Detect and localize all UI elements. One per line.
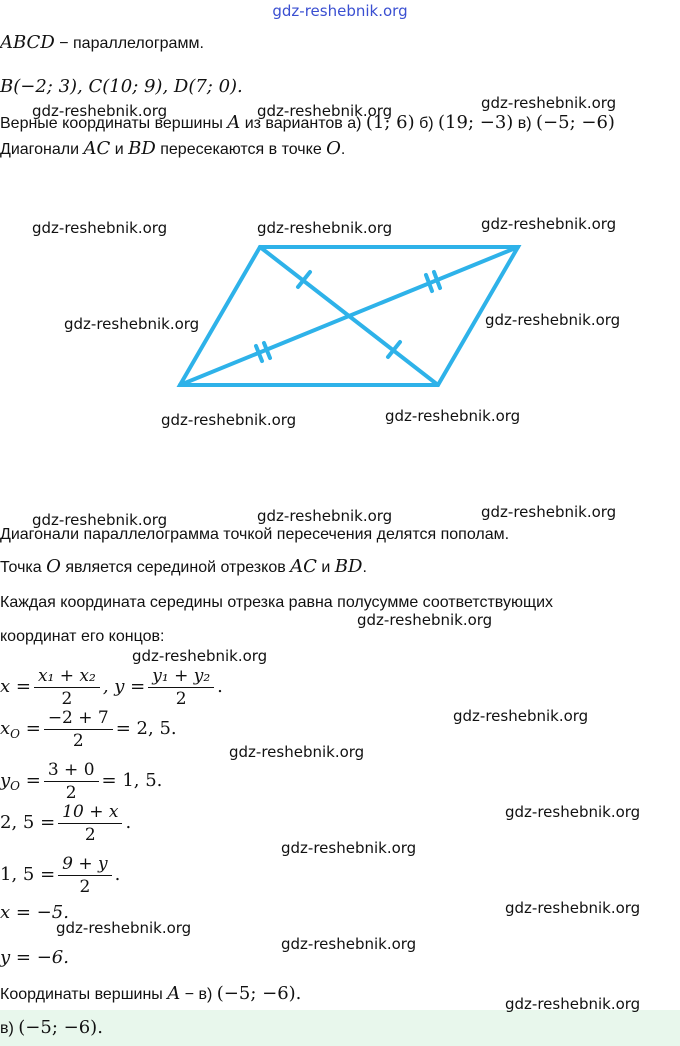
- option-c-label: в): [513, 115, 537, 132]
- intersect-text: пересекаются в точке: [155, 141, 327, 158]
- watermark: gdz-reshebnik.org: [505, 899, 641, 917]
- midpoint-text: является серединой отрезков: [60, 559, 291, 576]
- answer-label: в): [0, 1020, 19, 1037]
- watermark: gdz-reshebnik.org: [505, 803, 641, 821]
- option-b-label: б): [414, 115, 439, 132]
- watermark: gdz-reshebnik.org: [453, 707, 589, 725]
- watermark: gdz-reshebnik.org: [32, 219, 168, 237]
- diagonals-text: Диагонали: [0, 141, 84, 158]
- math-ac: AC: [83, 138, 111, 159]
- fraction-y: [148, 665, 214, 710]
- math-bd2: BD: [334, 556, 363, 577]
- formula-x-eq: [0, 800, 131, 847]
- option-a-value: (1; 6): [365, 112, 415, 133]
- tick-ac-1a: [256, 346, 262, 361]
- rule-text: Каждая координата середины отрезка равна полусумме соответствующих: [0, 594, 554, 611]
- y-value: y = −6.: [0, 947, 69, 968]
- fraction-x: [34, 665, 100, 710]
- watermark: gdz-reshebnik.org: [481, 94, 617, 112]
- options-text2: из вариантов а): [240, 115, 366, 132]
- formula-xo: [0, 706, 177, 757]
- f2-eq: =: [20, 718, 41, 739]
- f1-num2: y₁ + y₂: [148, 665, 214, 688]
- f1-num: x₁ + x₂: [34, 665, 100, 688]
- and-text2: и: [316, 559, 335, 576]
- fraction-x-eq: [58, 801, 122, 846]
- math-abcd: ABCD: [0, 32, 55, 53]
- problem-statement: [0, 32, 204, 55]
- f2-sub: O: [10, 727, 20, 742]
- f4-left: 2, 5 =: [0, 812, 56, 833]
- watermark: gdz-reshebnik.org: [385, 407, 521, 425]
- solution-text-1: Диагонали параллелограмма точкой пересечения делятся пополам.: [0, 526, 510, 543]
- and-text: и: [110, 141, 129, 158]
- watermark: gdz-reshebnik.org: [56, 919, 192, 937]
- solution-line-4: [0, 626, 164, 648]
- answer-value: (−5; −6): [18, 1017, 98, 1038]
- f4-num: 10 + x: [58, 801, 122, 824]
- watermark: gdz-reshebnik.org: [281, 839, 417, 857]
- answer-dot: .: [97, 1017, 103, 1038]
- watermark: gdz-reshebnik.org: [481, 215, 617, 233]
- watermark: gdz-reshebnik.org: [32, 102, 168, 120]
- conclusion-line: [0, 983, 301, 1006]
- watermark: gdz-reshebnik.org: [485, 311, 621, 329]
- f1-mid: , y =: [102, 676, 146, 697]
- watermark: gdz-reshebnik.org: [481, 503, 617, 521]
- tick-ac-2a: [426, 275, 432, 291]
- site-header-link[interactable]: gdz-reshebnik.org: [272, 2, 408, 20]
- watermark: gdz-reshebnik.org: [161, 411, 297, 429]
- f1-den: 2: [61, 689, 73, 710]
- tick-ac-1b: [264, 343, 270, 358]
- tick-ac-2b: [434, 272, 440, 288]
- option-c-value: (−5; −6): [536, 112, 615, 133]
- option-b-value: (19; −3): [438, 112, 514, 133]
- solution-line-2: [0, 556, 367, 579]
- watermark: gdz-reshebnik.org: [229, 743, 365, 761]
- f1-left: x =: [0, 676, 31, 697]
- result-y: [0, 947, 69, 970]
- formula-midpoint: [0, 664, 223, 711]
- math-o2: O: [46, 556, 61, 577]
- f3-right: = 1, 5.: [101, 770, 163, 791]
- f3-num: 3 + 0: [44, 759, 99, 782]
- f5-num: 9 + y: [58, 853, 111, 876]
- math-bd: BD: [128, 138, 156, 159]
- dot: .: [340, 141, 346, 158]
- watermark: gdz-reshebnik.org: [281, 935, 417, 953]
- watermark: gdz-reshebnik.org: [32, 511, 168, 529]
- answer-text: [0, 1017, 103, 1038]
- f5-left: 1, 5 =: [0, 864, 56, 885]
- watermark: gdz-reshebnik.org: [357, 611, 493, 629]
- fraction-y-eq: [58, 853, 111, 898]
- f1-end: .: [217, 676, 223, 697]
- math-ac2: AC: [290, 556, 317, 577]
- watermark: gdz-reshebnik.org: [132, 647, 268, 665]
- f5-den: 2: [79, 877, 91, 898]
- rule-text-2: координат его концов:: [0, 628, 165, 645]
- conclusion-value: (−5; −6): [216, 983, 296, 1004]
- given-points: [0, 76, 243, 99]
- point-text: Точка: [0, 559, 47, 576]
- f5-end: .: [114, 864, 121, 885]
- f4-end: .: [125, 812, 132, 833]
- f3-sub: O: [10, 779, 21, 794]
- f2-right: = 2, 5.: [115, 718, 177, 739]
- fraction-xo: [44, 707, 113, 752]
- math-a: A: [227, 112, 241, 133]
- options-text: Верные координаты вершины: [0, 115, 228, 132]
- f2-left: x: [0, 718, 11, 739]
- math-points: B(−2; 3), C(10; 9), D(7; 0).: [0, 76, 243, 97]
- formula-y-eq: [0, 852, 120, 899]
- math-a2: A: [167, 983, 181, 1004]
- f2-num: −2 + 7: [44, 707, 113, 730]
- f2-den: 2: [72, 731, 84, 752]
- conclusion-dash: − в): [180, 986, 217, 1003]
- watermark: gdz-reshebnik.org: [64, 315, 200, 333]
- answer-box: [0, 1010, 680, 1046]
- dot2: .: [362, 559, 367, 576]
- f4-den: 2: [84, 825, 96, 846]
- f3-left: y: [0, 770, 11, 791]
- f3-den: 2: [65, 783, 77, 804]
- diagonal-bd: [260, 247, 438, 385]
- f1-den2: 2: [175, 689, 187, 710]
- statement-text: − параллелограмм.: [54, 35, 204, 52]
- x-value: x = −5.: [0, 902, 69, 923]
- watermark: gdz-reshebnik.org: [257, 507, 393, 525]
- fraction-yo: [44, 759, 99, 804]
- math-o: O: [326, 138, 341, 159]
- watermark: gdz-reshebnik.org: [257, 102, 393, 120]
- f3-eq: =: [20, 770, 41, 791]
- diagonals-line: [0, 138, 345, 161]
- conclusion-dot: .: [295, 983, 302, 1004]
- conclusion-text: Координаты вершины: [0, 986, 168, 1003]
- watermark: gdz-reshebnik.org: [505, 995, 641, 1013]
- watermark: gdz-reshebnik.org: [257, 219, 393, 237]
